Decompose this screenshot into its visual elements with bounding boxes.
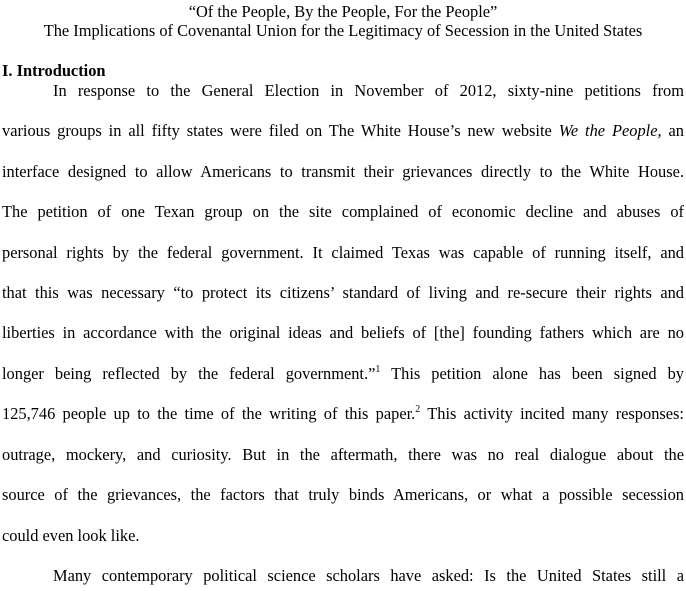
paragraph-line: Many contemporary political science scholars have asked: Is the United States still a xyxy=(53,566,684,585)
footnote-marker: 1 xyxy=(375,363,381,375)
text-run: 125,746 people up to the time of the writing of this paper. xyxy=(2,404,416,423)
text-run: various groups in all fifty states were filed on The White House’s new website xyxy=(2,121,552,140)
text-run: longer being reflected by the federal government.” xyxy=(2,364,376,383)
document-subtitle: The Implications of Covenantal Union for the Legitimacy of Secession in the United States xyxy=(43,21,643,40)
paragraph-line: In response to the General Election in November of 2012, sixty-nine petitions from xyxy=(53,81,684,100)
paragraph-line xyxy=(2,121,684,141)
paragraph-line: that this was necessary “to protect its citizens’ standard of living and re-secure their rights and xyxy=(2,283,684,302)
paragraph-line: source of the grievances, the factors that truly binds Americans, or what a possible secession xyxy=(2,485,684,504)
paragraph-line: could even look like. xyxy=(2,526,140,545)
text-run: This petition alone has been signed by xyxy=(391,364,684,383)
document-title: “Of the People, By the People, For the People” xyxy=(188,2,498,21)
footnote-marker: 2 xyxy=(415,403,421,415)
website-name: We the People, xyxy=(558,121,662,140)
section-heading: I. Introduction xyxy=(2,61,106,80)
paragraph-line: interface designed to allow Americans to transmit their grievances directly to the White House. xyxy=(2,162,684,181)
paragraph-line xyxy=(2,364,684,384)
paragraph-line: outrage, mockery, and curiosity. But in the aftermath, there was no real dialogue about the xyxy=(2,445,684,464)
paragraph-line: personal rights by the federal government. It claimed Texas was capable of running itself, and xyxy=(2,243,684,262)
paragraph-line: liberties in accordance with the original ideas and beliefs of [the] founding fathers which are no xyxy=(2,323,684,342)
paragraph-line: The petition of one Texan group on the site complained of economic decline and abuses of xyxy=(2,202,684,221)
text-run: This activity incited many responses: xyxy=(427,404,684,423)
text-run: an xyxy=(668,121,684,140)
paragraph-line xyxy=(2,404,684,424)
